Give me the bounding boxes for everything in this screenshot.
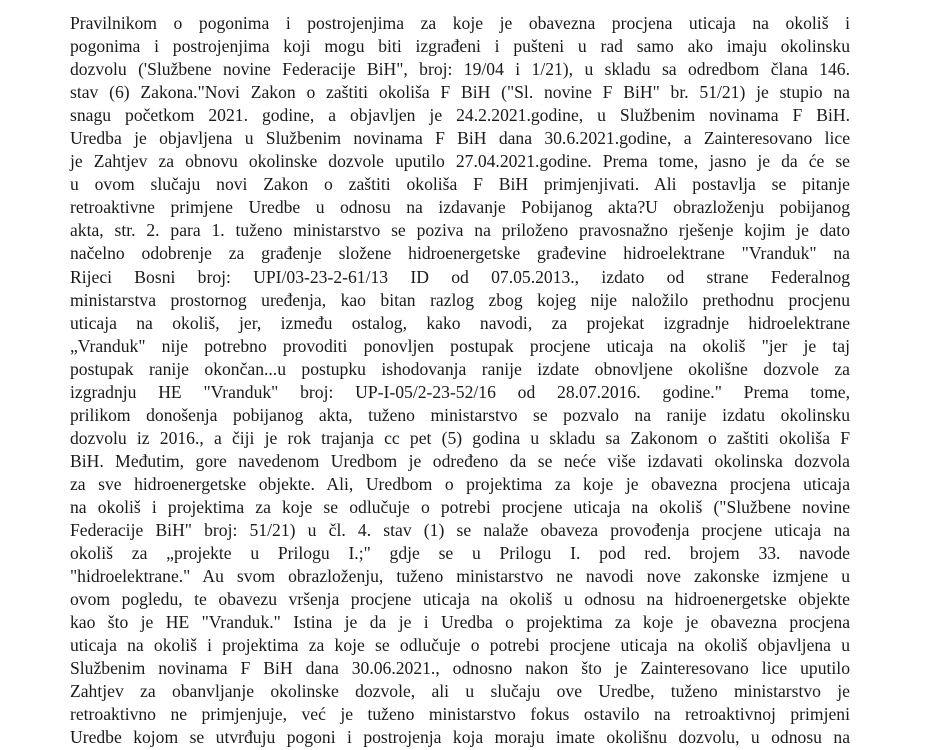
text-line: Uredba je objavljena u Službenim novinama F BiH dana 30.6.2021.godine, a Zainteresovano lice — [70, 128, 850, 149]
text-line: retroaktivne primjene Uredbe u odnosu na izdavanje Pobijanog akta?U obrazloženju pobijanog — [70, 197, 850, 218]
text-line: Pravilnikom o pogonima i postrojenjima za koje je obavezna procjena uticaja na okoliš i — [70, 13, 850, 33]
document-body-text — [70, 12, 850, 750]
text-line: akta, str. 2. para 1. tuženo ministarstvo se poziva na priloženo pravosnažno rješenje kojim je dato — [70, 220, 850, 241]
text-line: dozvolu ('Službene novine Federacije BiH", broj: 19/04 i 1/21), u skladu sa odredbom člana 146. — [70, 59, 850, 80]
text-line: je Zahtjev za obnovu okolinske dozvole uputilo 27.04.2021.godine. Prema tome, jasno je da će se — [70, 151, 850, 172]
text-line: izgradnju HE "Vranduk" broj: UP-I-05/2-23-52/16 od 28.07.2016. godine." Prema tome, — [70, 381, 850, 402]
text-line: retroaktivno ne primjenjuje, već je tuženo ministarstvo fokus ostavilo na retroaktivnoj primjeni — [70, 704, 850, 725]
text-line: "hidroelektrane." Au svom obrazloženju, tuženo ministarstvo ne navodi nove zakonske izmjene u — [70, 566, 850, 587]
text-line: Federacije BiH" broj: 51/21) u čl. 4. stav (1) se nalaže obaveza provođenja procjene uticaja na — [70, 520, 850, 541]
text-line: na okoliš i projektima za koje se odlučuje o potrebi procjene uticaja na okoliš ("Službene novine — [70, 496, 850, 517]
text-line: dozvolu iz 2016., a čiji je rok trajanja cc pet (5) godina u skladu sa Zakonom o zaštiti okoliša F — [70, 427, 850, 448]
text-line: u ovom slučaju novi Zakon o zaštiti okoliša F BiH primjenjivati. Ali postavlja se pitanje — [70, 174, 850, 195]
text-line: snagu početkom 2021. godine, a objavljen je 24.2.2021.godine, u Službenim novinama F BiH. — [70, 105, 850, 126]
text-line: kao što je HE "Vranduk." Istina je da je i Uredba o projektima za koje je obavezna procjena — [70, 612, 850, 633]
text-line: Službenim novinama F BiH dana 30.06.2021., odnosno nakon što je Zainteresovano lice uputilo — [70, 658, 850, 679]
text-line: uticaja na okoliš i projektima za koje se odlučuje o potrebi procjene uticaja na okoliš objavljena u — [70, 635, 850, 656]
text-line: prilikom donošenja pobijanog akta, tuženo ministarstvo se pozvalo na ranije izdatu okolinsku — [70, 404, 850, 425]
text-line: „Vranduk" nije potrebno provoditi ponovljen postupak procjene uticaja na okoliš "jer je taj — [70, 335, 850, 356]
text-line: Uredbe kojom se utvrđuju pogoni i postrojenja koja moraju imate okolišnu dozvolu, u odnosu na — [70, 727, 850, 748]
text-line: ovom pogledu, te obavezu vršenja procjene uticaja na okoliš u odnosu na hidroenergetske objekte — [70, 589, 850, 610]
text-line: ministarstva prostornog uređenja, kao bitan razlog zbog kojeg nije naložilo prethodnu procjenu — [70, 289, 850, 310]
text-line: okoliš za „projekte u Prilogu I.;" gdje se u Prilogu I. pod red. brojem 33. navode — [70, 543, 850, 564]
text-line: načelno odobrenje za građenje složene hidroenergetske građevine hidroelektrane "Vranduk" na — [70, 243, 850, 264]
text-line: pogonima i postrojenjima koji mogu biti izgrađeni i pušteni u rad samo ako imaju okolinsku — [70, 36, 850, 57]
text-line: za sve hidroenergetske objekte. Ali, Uredbom o projektima za koje je obavezna procjena uticaja — [70, 473, 850, 494]
text-line: postupak ranije okončan...u postupku ishodovanja ranije izdate obnovljene okolišne dozvole za — [70, 358, 850, 379]
text-line: uticaja na okoliš, jer, između ostalog, kako navodi, za projekat izgradnje hidroelektrane — [70, 312, 850, 333]
text-line: stav (6) Zakona."Novi Zakon o zaštiti okoliša F BiH ("Sl. novine F BiH" br. 51/21) je stupio na — [70, 82, 850, 103]
text-line: Zahtjev za obanvljanje okolinske dozvole, ali u slučaju ove Uredbe, tuženo ministarstvo je — [70, 681, 850, 702]
text-line: BiH. Međutim, gore navedenom Uredbom je određeno da se neće više izdavati okolinska dozvola — [70, 450, 850, 471]
text-line: Rijeci Bosni broj: UPI/03-23-2-61/13 ID od 07.05.2013., izdato od strane Federalnog — [70, 266, 850, 287]
